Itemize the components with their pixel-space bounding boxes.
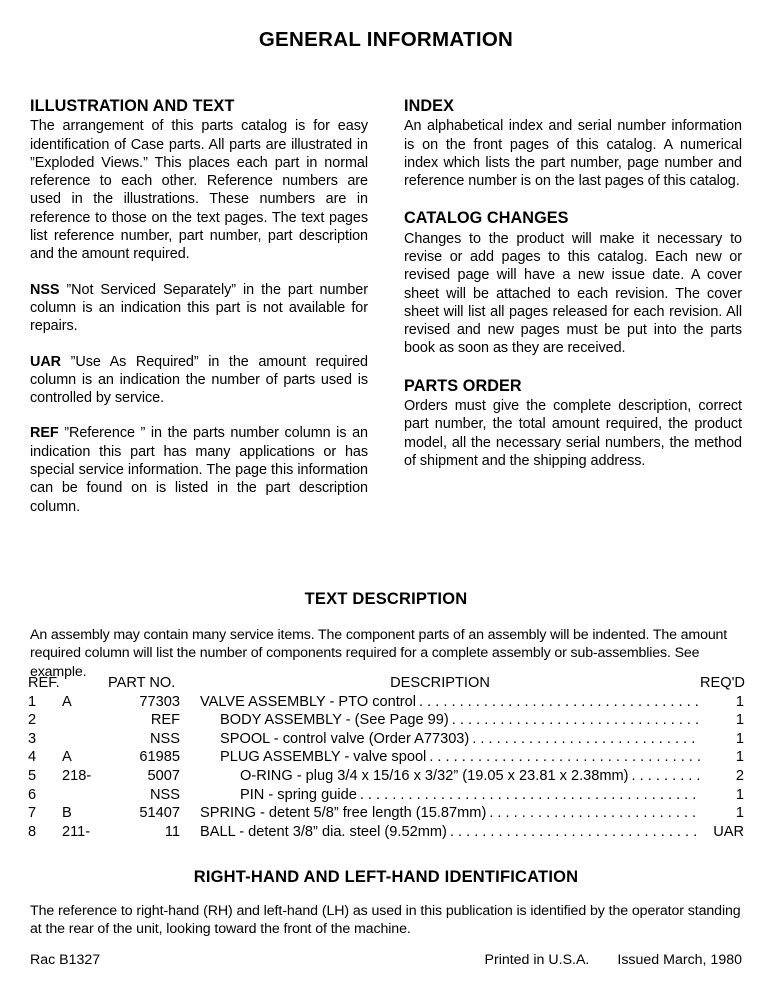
cell-description: SPRING - detent 5/8” free length (15.87mm): [200, 805, 487, 822]
leader-dots: [447, 823, 700, 842]
cell-part-no: 5007: [147, 767, 180, 784]
cell-alpha: 211-: [62, 823, 91, 840]
cell-part-no: 11: [164, 823, 180, 840]
cell-part-no: NSS: [149, 786, 180, 803]
table-row: [28, 823, 744, 842]
table-row: [28, 730, 744, 749]
cell-part-no: 77303: [139, 693, 180, 710]
section-index: [404, 96, 742, 190]
section-parts-order: [404, 376, 742, 470]
cell-description-wrap: [180, 748, 700, 767]
cell-reqd: 2: [735, 767, 744, 784]
cell-description: BODY ASSEMBLY - (See Page 99): [220, 712, 449, 729]
table-row: [28, 767, 744, 786]
column-header-part-no: PART NO.: [108, 675, 176, 691]
cell-description-wrap: [180, 767, 700, 786]
leader-dots: [416, 693, 700, 712]
cell-description-wrap: [180, 693, 700, 712]
section-heading-illustration-and-text: ILLUSTRATION AND TEXT: [30, 97, 235, 115]
leader-dots: [486, 804, 700, 823]
column-header-ref: REF.: [28, 675, 60, 691]
section-rh-lh-identification: [30, 868, 742, 939]
leader-dots: [357, 786, 700, 805]
cell-description-wrap: [180, 786, 700, 805]
cell-description: O-RING - plug 3/4 x 15/16 x 3/32” (19.05 x 23.81 x 2.38mm): [240, 767, 629, 784]
two-column-body: [30, 96, 742, 516]
leader-dots: [426, 748, 700, 767]
cell-part-no: NSS: [149, 730, 180, 747]
right-column: [404, 96, 742, 516]
section-heading-text-description: TEXT DESCRIPTION: [304, 590, 468, 608]
cell-ref: 6: [28, 786, 37, 803]
section-heading-rh-lh: RIGHT-HAND AND LEFT-HAND IDENTIFICATION: [193, 868, 579, 886]
leader-dots: [449, 711, 700, 730]
cell-part-no: 61985: [139, 749, 180, 766]
cell-description: BALL - detent 3/8” dia. steel (9.52mm): [200, 823, 447, 840]
cell-part-no: 51407: [139, 805, 180, 822]
cell-reqd: 1: [735, 786, 744, 803]
leader-dots: [469, 730, 700, 749]
section-text-description: [30, 590, 742, 682]
footer-printed-in: Printed in U.S.A.: [484, 952, 590, 968]
definition-body-ref: ”Reference ” in the parts number column is an indication this part has many applications or has special service information. The page this information can be found on is listed in the part description column.: [30, 425, 368, 515]
cell-description-wrap: [180, 730, 700, 749]
cell-description-wrap: [180, 711, 700, 730]
cell-ref: 8: [28, 823, 37, 840]
cell-alpha: 218-: [62, 767, 92, 784]
table-row: [28, 748, 744, 767]
parts-table: [28, 674, 744, 841]
page-title: GENERAL INFORMATION: [258, 28, 514, 51]
cell-ref: 3: [28, 730, 37, 747]
cell-reqd: 1: [735, 749, 744, 766]
definition-body-uar: ”Use As Required” in the amount required column is an indication the number of parts used is controlled by service.: [30, 353, 368, 407]
section-body-illustration-and-text: The arrangement of this parts catalog is for easy identification of Case parts. All parts are illustrated in ”Exploded Views.” This places each part in normal reference to each other. Reference numbers are used in the illustrations. These numbers are in reference to those on the text pages. The text pages list reference number, part number, part description and the amount required.: [30, 118, 368, 263]
cell-alpha: A: [62, 693, 72, 710]
cell-description: PIN - spring guide: [240, 786, 357, 803]
page-footer: [30, 951, 742, 969]
definition-nss: [30, 281, 368, 336]
cell-reqd: UAR: [713, 823, 744, 840]
table-row: [28, 786, 744, 805]
section-heading-parts-order: PARTS ORDER: [404, 376, 522, 395]
cell-ref: 2: [28, 712, 37, 729]
cell-description: VALVE ASSEMBLY - PTO control: [200, 693, 417, 710]
section-illustration-and-text: [30, 96, 368, 264]
section-body-parts-order: Orders must give the complete description, correct part number, the total amount required, the product model, all the necessary serial numbers, the method of shipment and the shipping address.: [404, 398, 742, 469]
section-heading-catalog-changes: CATALOG CHANGES: [404, 209, 569, 228]
section-body-catalog-changes: Changes to the product will make it necessary to revise or add pages to this catalog. Each new or revised page will have a new issue date. A cover sheet will be attached to each revision. The cover sheet will list all pages released for each revision. All revised and new pages must be put into the parts book as soon as they are received.: [404, 230, 742, 357]
definition-term-ref: REF: [30, 425, 59, 442]
footer-publication-code: Rac B1327: [30, 952, 101, 968]
cell-reqd: 1: [735, 805, 744, 822]
definition-ref: [30, 424, 368, 515]
cell-ref: 5: [28, 767, 37, 784]
cell-ref: 7: [28, 805, 37, 822]
cell-part-no: REF: [150, 712, 180, 729]
column-header-description: DESCRIPTION: [390, 675, 490, 691]
leader-dots: [629, 767, 700, 786]
section-body-text-description: An assembly may contain many service items. The component parts of an assembly will be indented. The amount required column will list the number of components required for a complete assembly or sub-assemblies. See example.: [30, 626, 728, 680]
footer-right-group: [485, 951, 743, 969]
table-row: [28, 804, 744, 823]
cell-description: SPOOL - control valve (Order A77303): [220, 730, 470, 747]
cell-reqd: 1: [735, 693, 744, 710]
cell-alpha: A: [62, 749, 72, 766]
cell-alpha: B: [62, 805, 72, 822]
column-header-reqd: REQ'D: [700, 675, 745, 691]
section-catalog-changes: [404, 208, 742, 357]
footer-issued-date: Issued March, 1980: [617, 952, 742, 968]
definition-uar: [30, 353, 368, 408]
section-body-index: An alphabetical index and serial number information is on the front pages of this catalog. A numerical index which lists the part number, page number and reference number is on the last pages of this catalog.: [404, 118, 742, 190]
cell-reqd: 1: [735, 730, 744, 747]
definition-body-nss: ”Not Serviced Separately” in the part number column is an indication this part is not available for repairs.: [30, 281, 368, 335]
cell-description-wrap: [180, 804, 700, 823]
section-body-rh-lh: The reference to right-hand (RH) and left-hand (LH) as used in this publication is identified by the operator standing at the rear of the unit, looking toward the front of the machine.: [30, 902, 741, 938]
cell-description: PLUG ASSEMBLY - valve spool: [220, 749, 427, 766]
table-row: [28, 711, 744, 730]
cell-ref: 4: [28, 749, 37, 766]
definition-term-nss: NSS: [30, 281, 60, 298]
parts-table-header-row: [28, 674, 744, 693]
left-column: [30, 96, 368, 516]
definition-term-uar: UAR: [30, 353, 62, 370]
cell-description-wrap: [180, 823, 700, 842]
cell-reqd: 1: [735, 712, 744, 729]
section-heading-index: INDEX: [404, 97, 454, 115]
table-row: [28, 693, 744, 712]
cell-ref: 1: [28, 693, 37, 710]
